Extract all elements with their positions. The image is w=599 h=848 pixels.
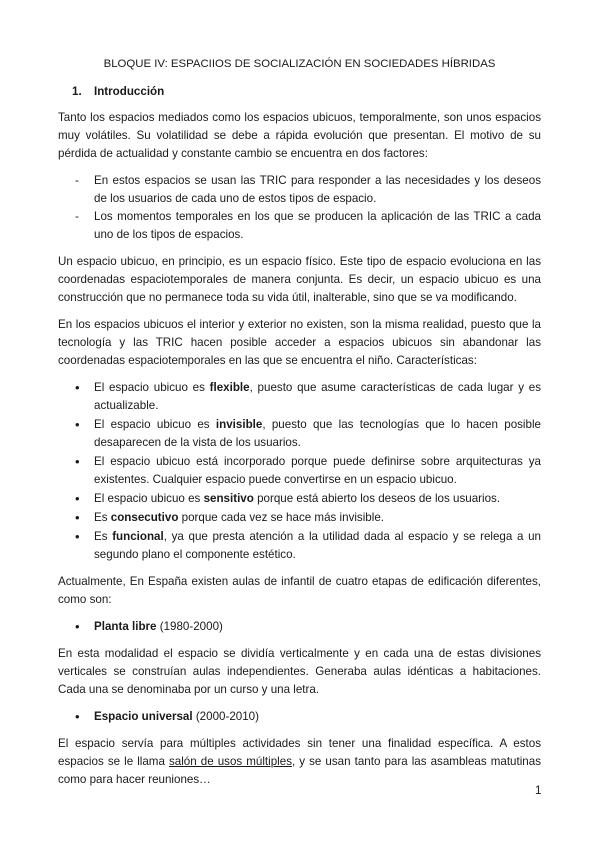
bullet-icon: • xyxy=(75,529,80,544)
list-item: • El espacio ubicuo es invisible, puesto que las tecnologías que lo hacen posible desaparecen de la vista de los usuarios. xyxy=(75,417,541,449)
list-item: • Espacio universal (2000-2010) xyxy=(75,709,259,724)
list-item: - En estos espacios se usan las TRIC para responder a las necesidades y los deseos de los usuarios de cada uno de estos tipos de espacio. xyxy=(75,174,541,205)
list-item: - Los momentos temporales en los que se producen la aplicación de las TRIC a cada uno de los tipos de espacios. xyxy=(75,210,541,241)
list-item: • El espacio ubicuo está incorporado porque puede definirse sobre arquitecturas ya existentes. Cualquier espacio puede convertirse en un espacio ubicuo. xyxy=(75,454,541,486)
stage-planta-libre xyxy=(58,618,541,636)
list-item: • Es funcional, ya que presta atención a la utilidad dada al espacio y se relega a un segundo plano el componente estético. xyxy=(75,529,541,561)
paragraph-planta-libre: En esta modalidad el espacio se dividía verticalmente y en cada una de estas divisiones verticales se construían aulas independientes. Generaba aulas idénticas a habitaciones. Cada una se denominaba por un curso y una letra. xyxy=(58,647,541,696)
bullet-icon: • xyxy=(75,380,80,395)
paragraph-espacio-universal: El espacio servía para múltiples actividades sin tener una finalidad específica. A estos espacios se le llama salón de usos múltiples, y se usan tanto para las asambleas matutinas como para hacer reuniones… xyxy=(58,737,541,786)
section-heading-text: Introducción xyxy=(94,85,165,98)
characteristics-list xyxy=(58,379,541,564)
section-number: 1. xyxy=(72,85,82,98)
factors-list xyxy=(58,172,541,244)
intro-paragraph: Tanto los espacios mediados como los espacios ubicuos, temporalmente, son unos espacios muy volátiles. Su volatilidad se debe a rápida evolución que presentan. El motivo de su pérdida de actualidad y constante cambio se encuentra en dos factores: xyxy=(58,111,541,160)
bullet-icon: • xyxy=(75,709,80,724)
list-item: • El espacio ubicuo es sensitivo porque está abierto los deseos de los usuarios. xyxy=(75,491,501,506)
list-item: • Es consecutivo porque cada vez se hace más invisible. xyxy=(75,510,385,525)
list-item: • Planta libre (1980-2000) xyxy=(75,619,223,634)
bullet-icon: • xyxy=(75,491,80,506)
paragraph-interior-exterior: En los espacios ubicuos el interior y exterior no existen, son la misma realidad, puesto que la tecnología y las TRIC hacen posible acceder a espacios ubicuos sin abandonar las coordenadas espaciotemporales en las que se encuentra el niño. Características: xyxy=(58,318,541,367)
bullet-icon: • xyxy=(75,510,80,525)
paragraph-classroom-stages: Actualmente, En España existen aulas de infantil de cuatro etapas de edificación diferentes, como son: xyxy=(58,575,541,606)
bullet-icon: • xyxy=(75,619,80,634)
bullet-icon: • xyxy=(75,454,80,469)
underlined-term: salón de usos múltiples xyxy=(168,755,292,768)
page-content xyxy=(58,55,541,798)
dash-marker: - xyxy=(75,174,79,187)
section-heading xyxy=(58,83,541,101)
page-number: 1 xyxy=(535,784,542,797)
dash-marker: - xyxy=(75,210,79,223)
bullet-icon: • xyxy=(75,417,80,432)
stage-espacio-universal xyxy=(58,708,541,726)
list-item: • El espacio ubicuo es flexible, puesto que asume características de cada lugar y es actualizable. xyxy=(75,380,541,412)
document-title: BLOQUE IV: ESPACIIOS DE SOCIALIZACIÓN EN SOCIEDADES HÍBRIDAS xyxy=(103,58,496,70)
paragraph-ubiquitous-space: Un espacio ubicuo, en principio, es un espacio físico. Este tipo de espacio evoluciona en las coordenadas espaciotemporales de manera conjunta. Es decir, un espacio ubicuo es una construcción que no permanece toda su vida útil, inalterable, sino que se va modificando. xyxy=(58,255,541,304)
